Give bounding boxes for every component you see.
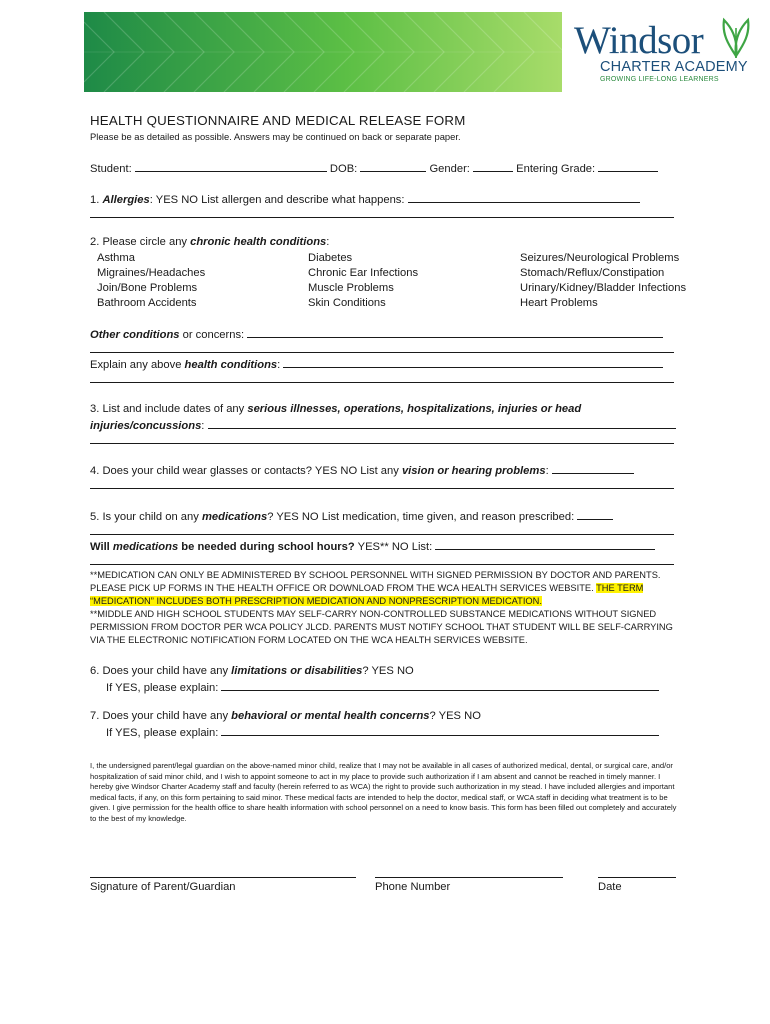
q3-prefix: 3. List and include dates of any — [90, 403, 248, 415]
signature-label: Signature of Parent/Guardian — [90, 881, 236, 893]
q5b-rest: YES** NO List: — [354, 541, 433, 553]
release-statement: I, the undersigned parent/legal guardian on the above-named minor child, realize that I may not be available in all cases of authorized medical, dental, or surgical care, and/or hospitalization of said minor child, and I wish to appoint someone to act in my place to provide such authorization if I am absent and cannot be reached in timely manner. I hereby give Windsor Charter Academy staff and faculty (herein referred to as WCA) the right to provide such authorization in my stead. I have included allergies and important medical facts, if any, on this form pertaining to said minor. These medical facts are intended to help the doctor, medical staff, or WCA staff in deciding what treatment is to be given. I give permission for the health office to share health information with school personnel on a need to know basis. This form has been filled out completely and accurately to the best of my knowledge. — [90, 761, 677, 823]
answer-line[interactable] — [90, 564, 674, 565]
behavioral-question — [90, 710, 481, 722]
condition-option[interactable]: Skin Conditions — [308, 297, 386, 309]
header-banner — [84, 12, 562, 92]
condition-option[interactable]: Muscle Problems — [308, 282, 394, 294]
q7-prefix: 7. Does your child have any — [90, 710, 232, 722]
q1-text: : YES NO List allergen and describe what happens: — [149, 194, 405, 206]
q6-explain-label: If YES, please explain: — [106, 682, 219, 694]
notice-paragraph-2: **MIDDLE AND HIGH SCHOOL STUDENTS MAY SELF-CARRY NON-CONTROLLED SUBSTANCE MEDICATIONS WITHOUT SIGNED PERMISSION FROM DOCTOR PER WCA POLICY JLCD. PARENTS MUST NOTIFY SCHOOL THAT STUDENT WILL BE SELF-CARRYING VIA THE ELECTRONIC NOTIFICATION FORM LOCATED ON THE WCA HEALTH SERVICES WEBSITE. — [90, 609, 673, 645]
q3-emphasis-2: injuries/concussions — [90, 420, 202, 432]
medications-question — [90, 509, 613, 523]
form-title: HEALTH QUESTIONNAIRE AND MEDICAL RELEASE FORM — [90, 113, 466, 128]
q3-emphasis: serious illnesses, operations, hospitalizations, injuries or head — [247, 403, 582, 415]
student-field[interactable] — [135, 161, 327, 172]
q5b-emphasis: medications — [112, 541, 179, 553]
dob-label: DOB: — [329, 163, 358, 175]
explain-suffix: : — [277, 359, 281, 371]
student-label: Student: — [90, 163, 132, 175]
explain-conditions-field[interactable] — [283, 357, 663, 368]
q5-emphasis: medications — [201, 511, 268, 523]
q7-explain-label: If YES, please explain: — [106, 727, 219, 739]
illnesses-field[interactable] — [208, 418, 676, 429]
dob-field[interactable] — [360, 161, 426, 172]
form-subtitle: Please be as detailed as possible. Answers may be continued on back or separate paper. — [90, 131, 461, 142]
q6-prefix: 6. Does your child have any — [90, 665, 232, 677]
q5b-part2: be needed during school hours? — [178, 541, 355, 553]
explain-prefix: Explain any above — [90, 359, 185, 371]
q6-emphasis: limitations or disabilities — [231, 665, 363, 677]
signature-line[interactable] — [90, 877, 356, 878]
disabilities-explain-row — [106, 680, 659, 694]
school-hours-medication-row — [90, 539, 655, 553]
illnesses-question-cont — [90, 418, 676, 432]
logo-wordmark: Windsor — [574, 19, 704, 62]
logo-subtitle: CHARTER ACADEMY — [600, 59, 748, 75]
allergies-field[interactable] — [408, 192, 640, 203]
q2-prefix: 2. Please circle any — [90, 236, 191, 248]
conditions-column-3 — [520, 251, 686, 311]
q1-number: 1. — [90, 194, 100, 206]
leaf-icon — [718, 14, 754, 58]
student-info-row — [90, 161, 658, 175]
condition-option[interactable]: Diabetes — [308, 252, 353, 264]
q5b-part1: Will — [90, 541, 113, 553]
notice-paragraph-1 — [90, 569, 686, 608]
other-conditions-field[interactable] — [247, 327, 663, 338]
gender-field[interactable] — [473, 161, 513, 172]
other-text: or concerns: — [179, 329, 245, 341]
grade-field[interactable] — [598, 161, 658, 172]
q2-emphasis: chronic health conditions — [190, 236, 327, 248]
school-medications-field[interactable] — [435, 539, 655, 550]
disabilities-question — [90, 665, 414, 677]
conditions-column-2 — [308, 251, 418, 311]
condition-option[interactable]: Chronic Ear Infections — [308, 267, 419, 279]
medications-field[interactable] — [577, 509, 613, 520]
q1-emphasis: Allergies — [102, 194, 150, 206]
explain-emphasis: health conditions — [184, 359, 278, 371]
condition-option[interactable]: Heart Problems — [520, 297, 598, 309]
vision-field[interactable] — [552, 463, 634, 474]
condition-option[interactable]: Migraines/Headaches — [97, 267, 206, 279]
q4-prefix: 4. Does your child wear glasses or contacts? YES NO List any — [90, 465, 402, 477]
explain-conditions-row — [90, 357, 663, 371]
logo-tagline: GROWING LIFE-LONG LEARNERS — [600, 76, 719, 83]
phone-label: Phone Number — [375, 881, 451, 893]
answer-line[interactable] — [90, 488, 674, 489]
banner-pattern — [84, 12, 562, 92]
q7-emphasis: behavioral or mental health concerns — [231, 710, 430, 722]
behavioral-explain-row — [106, 725, 659, 739]
q5-prefix: 5. Is your child on any — [90, 511, 202, 523]
other-conditions-row — [90, 327, 663, 341]
date-label: Date — [598, 881, 622, 893]
gender-label: Gender: — [429, 163, 470, 175]
q3-suffix: : — [201, 420, 205, 432]
notice-highlight: THE TERM “MEDICATION” INCLUDES BOTH PRESCRIPTION MEDICATION AND NONPRESCRIPTION MEDICATION. — [90, 583, 644, 606]
condition-option[interactable]: Asthma — [97, 252, 135, 264]
medication-notice — [90, 569, 686, 647]
illnesses-question — [90, 403, 581, 415]
answer-line[interactable] — [90, 352, 674, 353]
phone-line[interactable] — [375, 877, 563, 878]
condition-option[interactable]: Stomach/Reflux/Constipation — [520, 267, 665, 279]
q2-suffix: : — [326, 236, 330, 248]
vision-question — [90, 463, 634, 477]
q7-suffix: ? YES NO — [429, 710, 481, 722]
condition-option[interactable]: Bathroom Accidents — [97, 297, 197, 309]
q6-suffix: ? YES NO — [362, 665, 414, 677]
date-line[interactable] — [598, 877, 676, 878]
condition-option[interactable]: Urinary/Kidney/Bladder Infections — [520, 282, 687, 294]
allergies-question — [90, 192, 640, 206]
other-emphasis: Other conditions — [90, 329, 180, 341]
q5-suffix: ? YES NO List medication, time given, and reason prescribed: — [267, 511, 575, 523]
answer-line[interactable] — [90, 443, 674, 444]
disabilities-explain-field[interactable] — [221, 680, 659, 691]
q4-emphasis: vision or hearing problems — [401, 465, 546, 477]
school-logo — [568, 12, 758, 92]
behavioral-explain-field[interactable] — [221, 725, 659, 736]
answer-line[interactable] — [90, 217, 674, 218]
notice-text: **MEDICATION CAN ONLY BE ADMINISTERED BY SCHOOL PERSONNEL WITH SIGNED PERMISSION BY DOCTOR AND PARENTS. PLEASE PICK UP FORMS IN THE HEALTH OFFICE OR DOWNLOAD FROM THE WCA HEALTH SERVICES WEBSITE. — [90, 570, 661, 593]
grade-label: Entering Grade: — [516, 163, 596, 175]
answer-line[interactable] — [90, 382, 674, 383]
answer-line[interactable] — [90, 534, 674, 535]
conditions-column-1 — [97, 251, 205, 311]
condition-option[interactable]: Seizures/Neurological Problems — [520, 252, 680, 264]
chronic-conditions-question — [90, 236, 329, 248]
condition-option[interactable]: Join/Bone Problems — [97, 282, 198, 294]
q4-suffix: : — [545, 465, 549, 477]
